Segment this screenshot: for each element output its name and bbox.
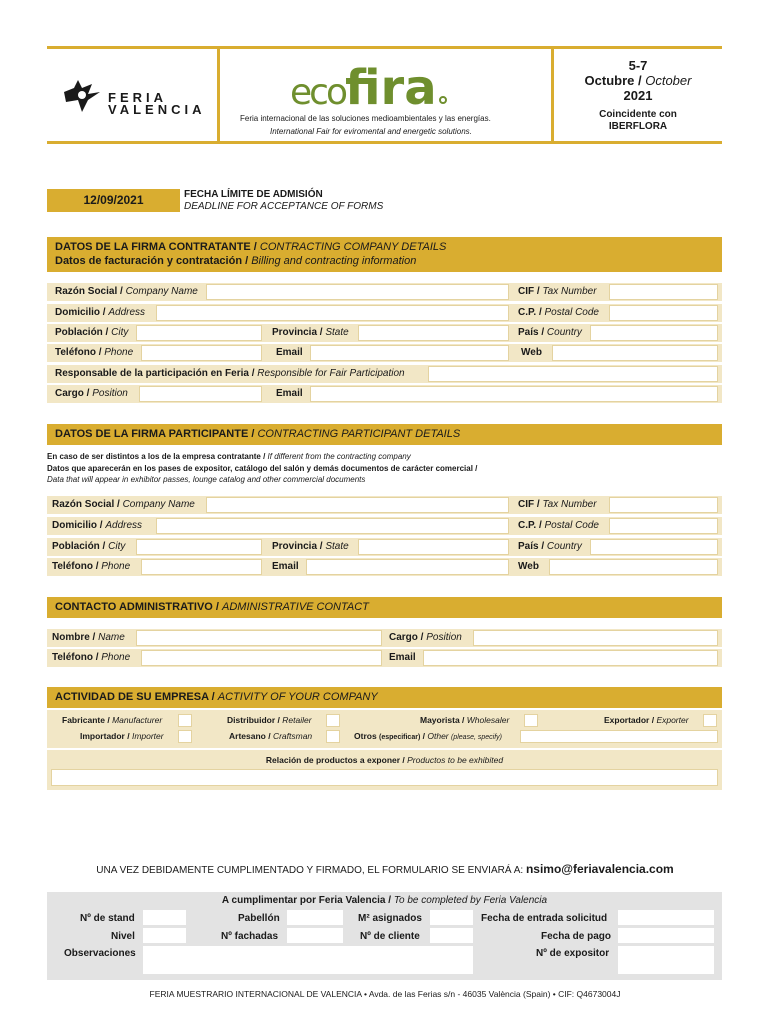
razon-es: Razón Social / (55, 286, 126, 297)
country-input[interactable] (590, 325, 718, 341)
participant-note-2: Datos que aparecerán en los pases de expositor, catálogo del salón y demás documentos de carácter comercial / (47, 464, 478, 473)
p-company-name-input[interactable] (206, 497, 509, 513)
observaciones-label: Observaciones (64, 948, 136, 959)
postal-code-input[interactable] (609, 305, 718, 321)
artesano-en: Craftsman (272, 731, 313, 741)
send-email-link[interactable]: nsimo@feriavalencia.com (525, 862, 674, 876)
importador-checkbox[interactable] (178, 730, 192, 743)
p-razon-label (52, 499, 195, 510)
m2-label: M² asignados (358, 913, 422, 924)
otros-sep: / (420, 731, 428, 741)
p-address-input[interactable] (156, 518, 509, 534)
ecofira-logo (290, 60, 447, 116)
p-cif-es: CIF / (518, 499, 543, 510)
coincide-line-2: IBERFLORA (608, 121, 668, 132)
p-web-input[interactable] (549, 559, 718, 575)
relacion-es: Relación de productos a exponer / (265, 755, 408, 765)
tagline-en: International Fair for eviromental and energetic solutions. (270, 127, 472, 136)
address-input[interactable] (156, 305, 509, 321)
mayorista-es: Mayorista / (420, 715, 467, 725)
provincia-es: Provincia / (272, 327, 326, 338)
fecha-entrada-label: Fecha de entrada solicitud (481, 913, 608, 924)
participant-title-en: CONTRACTING PARTICIPANT DETAILS (257, 428, 461, 440)
p-cp-en: Postal Code (544, 520, 599, 531)
a-nombre-es: Nombre / (52, 632, 99, 643)
email-label: Email (276, 347, 303, 358)
coincide-line-1: Coincidente con (599, 109, 677, 120)
responsible-input[interactable] (428, 366, 718, 382)
p-country-input[interactable] (590, 539, 718, 555)
distribuidor-checkbox[interactable] (326, 714, 340, 727)
poblacion-es: Población / (55, 327, 112, 338)
p-poblacion-es: Población / (52, 541, 109, 552)
a-email-input[interactable] (423, 650, 718, 666)
p-email-input[interactable] (306, 559, 509, 575)
distribuidor-es: Distribuidor / (227, 715, 283, 725)
stand-input[interactable] (143, 910, 186, 925)
office-title (47, 895, 722, 906)
cargo-email-label: Email (276, 388, 303, 399)
importador-en: Importer (131, 731, 164, 741)
cp-es: C.P. / (518, 307, 545, 318)
razon-label (55, 286, 198, 297)
fabricante-checkbox[interactable] (178, 714, 192, 727)
p-phone-input[interactable] (141, 559, 262, 575)
contracting-title-en: CONTRACTING COMPANY DETAILS (259, 241, 447, 253)
responsible-email-input[interactable] (310, 386, 718, 402)
fachadas-input[interactable] (287, 928, 343, 943)
note1-en: If different from the contracting company (267, 452, 411, 461)
p-telefono-label (52, 561, 130, 572)
a-position-input[interactable] (473, 630, 718, 646)
deadline-label-en: DEADLINE FOR ACCEPTANCE OF FORMS (184, 201, 384, 212)
pais-es: País / (518, 327, 547, 338)
contracting-subtitle (55, 255, 416, 267)
domicilio-en: Address (108, 307, 146, 318)
poblacion-label (55, 327, 128, 338)
contracting-title-es: DATOS DE LA FIRMA CONTRATANTE / (55, 241, 260, 253)
footer-text: FERIA MUESTRARIO INTERNACIONAL DE VALENCIA • Avda. de las Ferias s/n - 46035 València (Spain) • CIF: Q4673004J (149, 989, 621, 999)
p-cp-label (518, 520, 599, 531)
web-label: Web (521, 347, 542, 358)
contracting-sub-en: Billing and contracting information (251, 255, 417, 267)
relacion-en: Productos to be exhibited (407, 755, 504, 765)
participant-title-es: DATOS DE LA FIRMA PARTICIPANTE / (55, 428, 258, 440)
feria-logo-text-1: FERIA (108, 90, 167, 105)
fabricante-label (62, 715, 162, 725)
cargo-es: Cargo / (55, 388, 93, 399)
a-telefono-label (52, 652, 130, 663)
distribuidor-label (227, 715, 312, 725)
otros-es-small: (especificar) (379, 734, 421, 741)
send-text: UNA VEZ DEBIDAMENTE CUMPLIMENTADO Y FIRMADO, EL FORMULARIO SE ENVIARÁ A: (96, 865, 526, 876)
p-cp-es: C.P. / (518, 520, 545, 531)
activity-title-en: ACTIVITY OF YOUR COMPANY (217, 691, 378, 703)
contracting-title (55, 241, 446, 253)
tax-number-input[interactable] (609, 284, 718, 300)
importador-es: Importador / (80, 731, 132, 741)
participant-title (55, 428, 460, 440)
nivel-input[interactable] (143, 928, 186, 943)
artesano-checkbox[interactable] (326, 730, 340, 743)
participant-note-1 (47, 452, 411, 461)
phone-input[interactable] (141, 345, 262, 361)
p-provincia-es: Provincia / (272, 541, 326, 552)
exportador-label (604, 715, 689, 725)
p-domicilio-en: Address (105, 520, 143, 531)
city-input[interactable] (136, 325, 262, 341)
cif-label (518, 286, 597, 297)
resp-es: Responsable de la participación en Feria / (55, 368, 258, 379)
cif-en: Tax Number (542, 286, 597, 297)
ecofira-logo-dot-icon (439, 96, 447, 104)
p-razon-en: Company Name (122, 499, 195, 510)
header-top-rule (47, 46, 722, 49)
artesano-es: Artesano / (229, 731, 273, 741)
distribuidor-en: Retailer (282, 715, 312, 725)
provincia-label (272, 327, 349, 338)
p-provincia-en: State (325, 541, 349, 552)
otros-label (354, 731, 502, 741)
otros-en-small: (please, specify) (451, 734, 502, 741)
month-en: October (645, 73, 692, 88)
admin-title-en: ADMINISTRATIVE CONTACT (222, 601, 369, 613)
mayorista-label (420, 715, 509, 725)
p-pais-en: Country (546, 541, 582, 552)
otros-input[interactable] (520, 730, 718, 743)
provincia-en: State (325, 327, 349, 338)
exportador-es: Exportador / (604, 715, 657, 725)
stand-label: Nº de stand (80, 913, 135, 924)
office-title-es: A cumplimentar por Feria Valencia / (221, 895, 394, 906)
telefono-es: Teléfono / (55, 347, 105, 358)
fachadas-label: Nº fachadas (221, 931, 279, 942)
importador-label (80, 731, 164, 741)
admin-title-es: CONTACTO ADMINISTRATIVO / (55, 601, 223, 613)
p-email-label: Email (272, 561, 299, 572)
pais-en: Country (546, 327, 582, 338)
pabellon-input[interactable] (287, 910, 343, 925)
feria-valencia-logo-icon (62, 78, 102, 114)
p-domicilio-label (52, 520, 142, 531)
tagline-es: Feria internacional de las soluciones medioambientales y las energías. (240, 114, 491, 123)
p-poblacion-en: City (108, 541, 126, 552)
domicilio-es: Domicilio / (55, 307, 109, 318)
a-email-label: Email (389, 652, 416, 663)
event-days: 5-7 (628, 58, 648, 73)
cliente-input[interactable] (430, 928, 473, 943)
a-telefono-en: Phone (101, 652, 131, 663)
p-razon-es: Razón Social / (52, 499, 123, 510)
a-cargo-label (389, 632, 462, 643)
exportador-checkbox[interactable] (703, 714, 717, 727)
p-state-input[interactable] (358, 539, 509, 555)
p-domicilio-es: Domicilio / (52, 520, 106, 531)
fabricante-es: Fabricante / (62, 715, 113, 725)
fecha-pago-label: Fecha de pago (541, 931, 612, 942)
domicilio-label (55, 307, 145, 318)
contracting-sub-es: Datos de facturación y contratación / (55, 255, 252, 267)
p-pais-label (518, 541, 582, 552)
p-telefono-es: Teléfono / (52, 561, 102, 572)
cliente-label: Nº de cliente (360, 931, 420, 942)
poblacion-en: City (111, 327, 129, 338)
exportador-en: Exporter (656, 715, 689, 725)
activity-title-es: ACTIVIDAD DE SU EMPRESA / (55, 691, 218, 703)
razon-en: Company Name (125, 286, 198, 297)
deadline-label-es: FECHA LÍMITE DE ADMISIÓN (184, 189, 323, 200)
p-cif-label (518, 499, 597, 510)
nivel-label: Nivel (111, 931, 135, 942)
cargo-label (55, 388, 128, 399)
otros-es: Otros (354, 731, 380, 741)
expositor-label: Nº de expositor (536, 948, 610, 959)
company-name-input[interactable] (206, 284, 509, 300)
a-phone-input[interactable] (141, 650, 382, 666)
header-divider-left (217, 49, 220, 141)
p-web-label: Web (518, 561, 539, 572)
telefono-label (55, 347, 133, 358)
expositor-input[interactable] (618, 946, 714, 974)
note1-es: En caso de ser distintos a los de la empresa contratante / (47, 452, 268, 461)
state-input[interactable] (358, 325, 509, 341)
a-cargo-es: Cargo / (389, 632, 427, 643)
event-month: Octubre / October (584, 73, 692, 88)
cp-label (518, 307, 599, 318)
participant-note-3: Data that will appear in exhibitor passes, lounge catalog and other commercial documents (47, 475, 366, 484)
header-bottom-rule (47, 141, 722, 144)
artesano-label (229, 731, 312, 741)
mayorista-en: Wholesaler (466, 715, 510, 725)
p-cif-en: Tax Number (542, 499, 597, 510)
activity-title (55, 691, 378, 703)
fecha-entrada-input[interactable] (618, 910, 714, 925)
office-title-en: To be completed by Feria Valencia (393, 895, 548, 906)
coincide-text (554, 109, 722, 133)
cp-en: Postal Code (544, 307, 599, 318)
fecha-pago-input[interactable] (618, 928, 714, 943)
m2-input[interactable] (430, 910, 473, 925)
a-cargo-en: Position (426, 632, 462, 643)
a-nombre-label (52, 632, 125, 643)
mayorista-checkbox[interactable] (524, 714, 538, 727)
responsable-label (55, 368, 405, 379)
position-input[interactable] (139, 386, 262, 402)
ecofira-logo-eco: eco (290, 72, 345, 113)
a-name-input[interactable] (136, 630, 382, 646)
feria-logo-text-2: VALENCIA (108, 102, 206, 117)
p-pais-es: País / (518, 541, 547, 552)
pabellon-label: Pabellón (238, 913, 280, 924)
p-tax-number-input[interactable] (609, 497, 718, 513)
fabricante-en: Manufacturer (112, 715, 163, 725)
web-input[interactable] (552, 345, 718, 361)
ecofira-logo-fira: fira (344, 60, 437, 116)
resp-en: Responsible for Fair Participation (257, 368, 405, 379)
email-input[interactable] (310, 345, 509, 361)
p-provincia-label (272, 541, 349, 552)
a-nombre-en: Name (98, 632, 125, 643)
p-poblacion-label (52, 541, 125, 552)
observaciones-input[interactable] (143, 946, 473, 974)
month-es: Octubre (584, 73, 635, 88)
event-dates (554, 58, 722, 103)
cif-es: CIF / (518, 286, 543, 297)
relacion-label (47, 755, 722, 765)
telefono-en: Phone (104, 347, 134, 358)
p-postal-code-input[interactable] (609, 518, 718, 534)
admin-title (55, 601, 369, 613)
pais-label (518, 327, 582, 338)
event-year: 2021 (623, 88, 653, 103)
send-line (0, 862, 770, 876)
a-telefono-es: Teléfono / (52, 652, 102, 663)
products-input[interactable] (51, 769, 718, 786)
deadline-date: 12/09/2021 (47, 189, 180, 212)
p-telefono-en: Phone (101, 561, 131, 572)
p-city-input[interactable] (136, 539, 262, 555)
cargo-en: Position (92, 388, 128, 399)
otros-en: Other (427, 731, 451, 741)
